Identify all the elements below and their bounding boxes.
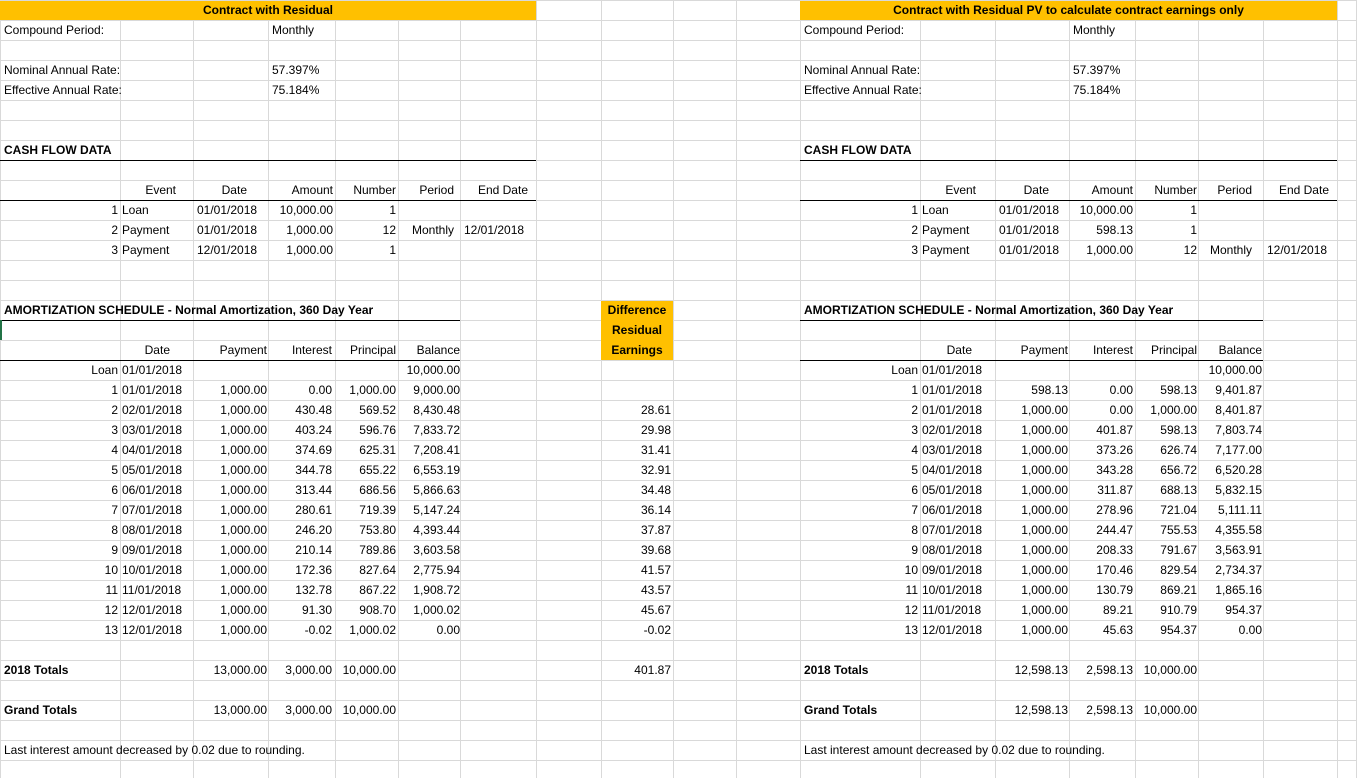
right-am-row-principal[interactable]: 598.13 <box>1160 423 1197 437</box>
left-am-row-date[interactable]: 08/01/2018 <box>122 523 183 537</box>
left-am-row-interest[interactable]: 430.48 <box>295 403 332 417</box>
right-am-row-number[interactable]: 11 <box>905 583 918 597</box>
left-am-row-interest[interactable]: 246.20 <box>295 523 332 537</box>
left-am-row-payment[interactable]: 1,000.00 <box>220 483 267 497</box>
right-loan-date[interactable]: 01/01/2018 <box>922 363 983 377</box>
right-am-row-interest[interactable]: 373.26 <box>1096 443 1133 457</box>
right-am-row-balance[interactable]: 4,355.58 <box>1215 523 1262 537</box>
table-border <box>0 160 536 161</box>
left-am-row-payment[interactable]: 1,000.00 <box>220 443 267 457</box>
left-am-row-principal[interactable]: 719.39 <box>359 503 396 517</box>
left-am-row-balance[interactable]: 9,000.00 <box>413 383 460 397</box>
right-cf-row-date[interactable]: 01/01/2018 <box>999 203 1060 217</box>
left-am-row-interest[interactable]: 313.44 <box>295 483 332 497</box>
left-am-row-payment[interactable]: 1,000.00 <box>220 623 267 637</box>
left-am-row-date[interactable]: 11/01/2018 <box>122 583 182 597</box>
right-am-row-number[interactable]: 6 <box>911 483 918 497</box>
right-compound-label[interactable]: Compound Period: <box>804 23 905 37</box>
right-am-row-principal[interactable]: 869.21 <box>1160 583 1197 597</box>
left-am-row-interest[interactable]: 172.36 <box>295 563 332 577</box>
left-am-row-number[interactable]: 5 <box>111 463 118 477</box>
right-am-row-date[interactable]: 07/01/2018 <box>922 523 983 537</box>
left-totals-2018-label[interactable]: 2018 Totals <box>4 663 69 677</box>
left-am-row-date[interactable]: 12/01/2018 <box>122 603 183 617</box>
difference-value[interactable]: -0.02 <box>643 623 671 637</box>
difference-value[interactable]: 41.57 <box>640 563 671 577</box>
left-am-row-date[interactable]: 03/01/2018 <box>122 423 183 437</box>
left-cf-row-count[interactable]: 12 <box>382 223 396 237</box>
right-am-row-date[interactable]: 12/01/2018 <box>922 623 983 637</box>
right-am-row-date[interactable]: 10/01/2018 <box>922 583 983 597</box>
right-am-row-principal[interactable]: 829.54 <box>1160 563 1197 577</box>
right-am-row-interest[interactable]: 89.21 <box>1102 603 1133 617</box>
left-am-header-principal[interactable]: Principal <box>349 343 396 357</box>
left-cf-row-period[interactable] <box>398 240 454 260</box>
left-am-row-payment[interactable]: 1,000.00 <box>220 403 267 417</box>
difference-header[interactable]: Earnings <box>611 343 663 357</box>
left-am-row-date[interactable]: 02/01/2018 <box>122 403 183 417</box>
right-am-row-principal[interactable]: 791.67 <box>1160 543 1197 557</box>
right-am-row-date[interactable]: 05/01/2018 <box>922 483 983 497</box>
right-am-row-number[interactable]: 7 <box>911 503 918 517</box>
right-am-row-balance[interactable]: 9,401.87 <box>1215 383 1262 397</box>
right-am-row-interest[interactable]: 311.87 <box>1097 483 1133 497</box>
right-cf-row-count[interactable]: 1 <box>1190 223 1197 237</box>
difference-value[interactable]: 28.61 <box>640 403 671 417</box>
right-am-header-balance[interactable]: Balance <box>1218 343 1262 357</box>
grid-column-line <box>673 0 674 778</box>
left-cf-row-date[interactable]: 01/01/2018 <box>197 203 258 217</box>
right-am-row-principal[interactable]: 626.74 <box>1160 443 1197 457</box>
left-totals-2018-interest[interactable]: 3,000.00 <box>285 663 332 677</box>
right-cf-row-count[interactable]: 12 <box>1183 243 1197 257</box>
right-am-header-date[interactable]: Date <box>946 343 972 357</box>
right-cf-row-period[interactable] <box>1198 220 1252 240</box>
right-am-row-balance[interactable]: 8,401.87 <box>1215 403 1262 417</box>
right-am-row-payment[interactable]: 1,000.00 <box>1021 503 1068 517</box>
cell-selection-indicator <box>0 320 2 340</box>
difference-value[interactable]: 39.68 <box>640 543 671 557</box>
left-totals-2018-principal[interactable]: 10,000.00 <box>342 663 396 677</box>
left-am-header-payment[interactable]: Payment <box>219 343 267 357</box>
right-title[interactable]: Contract with Residual PV to calculate contract earnings only <box>893 3 1244 17</box>
left-am-row-balance[interactable]: 2,775.94 <box>413 563 460 577</box>
left-effective-value[interactable]: 75.184% <box>272 83 320 97</box>
left-am-row-date[interactable]: 09/01/2018 <box>122 543 183 557</box>
left-cf-row-event[interactable]: Loan <box>122 203 149 217</box>
right-cf-row-amount[interactable]: 10,000.00 <box>1079 203 1133 217</box>
right-am-row-payment[interactable]: 1,000.00 <box>1021 583 1068 597</box>
left-title[interactable]: Contract with Residual <box>202 3 333 17</box>
left-rounding-note[interactable]: Last interest amount decreased by 0.02 due to rounding. <box>4 743 305 757</box>
right-am-row-payment[interactable]: 1,000.00 <box>1021 623 1068 637</box>
left-am-row-balance[interactable]: 7,833.72 <box>413 423 460 437</box>
left-am-row-principal[interactable]: 569.52 <box>359 403 396 417</box>
left-am-row-date[interactable]: 04/01/2018 <box>122 443 183 457</box>
difference-value[interactable]: 37.87 <box>640 523 671 537</box>
left-am-row-payment[interactable]: 1,000.00 <box>220 563 267 577</box>
right-am-row-interest[interactable]: 343.28 <box>1096 463 1133 477</box>
left-cf-header-amount[interactable]: Amount <box>291 183 333 197</box>
right-totals-2018-label[interactable]: 2018 Totals <box>804 663 869 677</box>
right-am-row-balance[interactable]: 2,734.37 <box>1215 563 1262 577</box>
right-am-row-date[interactable]: 09/01/2018 <box>922 563 983 577</box>
right-am-row-balance[interactable]: 954.37 <box>1225 603 1262 617</box>
right-cf-header-event[interactable]: Event <box>945 183 976 197</box>
right-cf-row-period[interactable] <box>1198 200 1252 220</box>
difference-header[interactable]: Residual <box>611 323 662 337</box>
right-am-row-interest[interactable]: 208.33 <box>1096 543 1133 557</box>
right-am-row-date[interactable]: 08/01/2018 <box>922 543 983 557</box>
right-am-row-interest[interactable]: 244.47 <box>1096 523 1133 537</box>
right-cf-row-count[interactable]: 1 <box>1190 203 1197 217</box>
left-am-row-interest[interactable]: 280.61 <box>295 503 332 517</box>
left-am-row-principal[interactable]: 1,000.00 <box>349 383 396 397</box>
right-am-row-balance[interactable]: 3,563.91 <box>1215 543 1262 557</box>
right-rounding-note[interactable]: Last interest amount decreased by 0.02 due to rounding. <box>804 743 1105 757</box>
left-am-row-date[interactable]: 10/01/2018 <box>122 563 183 577</box>
left-grand-totals-label[interactable]: Grand Totals <box>4 703 78 717</box>
right-cf-row-number[interactable]: 1 <box>911 203 918 217</box>
left-am-row-date[interactable]: 06/01/2018 <box>122 483 183 497</box>
left-am-row-payment[interactable]: 1,000.00 <box>220 463 267 477</box>
right-am-row-interest[interactable]: 401.87 <box>1096 423 1133 437</box>
left-cf-row-count[interactable]: 1 <box>389 243 396 257</box>
left-am-row-payment[interactable]: 1,000.00 <box>220 383 267 397</box>
left-compound-value[interactable]: Monthly <box>272 23 315 37</box>
left-am-row-number[interactable]: 13 <box>104 623 118 637</box>
left-am-row-payment[interactable]: 1,000.00 <box>220 523 267 537</box>
left-am-row-interest[interactable]: 210.14 <box>295 543 332 557</box>
difference-value[interactable]: 45.67 <box>640 603 671 617</box>
difference-value[interactable]: 31.41 <box>640 443 671 457</box>
left-am-row-principal[interactable]: 625.31 <box>359 443 396 457</box>
right-cf-row-amount[interactable]: 1,000.00 <box>1086 243 1133 257</box>
grid-column-line <box>736 0 737 778</box>
left-cf-row-amount[interactable]: 1,000.00 <box>286 243 333 257</box>
right-am-row-principal[interactable]: 721.04 <box>1160 503 1197 517</box>
right-cf-header-end-date[interactable]: End Date <box>1278 183 1329 197</box>
left-am-header-interest[interactable]: Interest <box>291 343 332 357</box>
left-am-row-principal[interactable]: 908.70 <box>359 603 396 617</box>
left-nominal-label[interactable]: Nominal Annual Rate: <box>4 63 121 77</box>
left-am-row-balance[interactable]: 3,603.58 <box>413 543 460 557</box>
left-am-row-number[interactable]: 8 <box>111 523 118 537</box>
left-cf-row-date[interactable]: 01/01/2018 <box>197 223 258 237</box>
difference-total[interactable]: 401.87 <box>634 663 671 677</box>
difference-value[interactable]: 36.14 <box>640 503 671 517</box>
left-am-row-interest[interactable]: 344.78 <box>295 463 332 477</box>
right-cf-row-end-date[interactable] <box>1267 220 1347 240</box>
right-am-row-interest[interactable]: 0.00 <box>1109 403 1133 417</box>
right-am-row-principal[interactable]: 755.53 <box>1160 523 1197 537</box>
right-cashflow-title[interactable]: CASH FLOW DATA <box>804 143 912 157</box>
left-am-row-payment[interactable]: 1,000.00 <box>220 543 267 557</box>
left-am-row-date[interactable]: 07/01/2018 <box>122 503 183 517</box>
left-am-row-principal[interactable]: 655.22 <box>359 463 396 477</box>
right-am-row-principal[interactable]: 656.72 <box>1160 463 1197 477</box>
left-cashflow-title[interactable]: CASH FLOW DATA <box>4 143 112 157</box>
right-am-row-principal[interactable]: 1,000.00 <box>1150 403 1197 417</box>
left-cf-row-event[interactable]: Payment <box>122 223 170 237</box>
left-am-row-balance[interactable]: 8,430.48 <box>413 403 460 417</box>
right-grand-totals-label[interactable]: Grand Totals <box>804 703 878 717</box>
right-cf-row-number[interactable]: 2 <box>911 223 918 237</box>
grid-column-line <box>1263 0 1264 778</box>
left-grand-totals-principal[interactable]: 10,000.00 <box>342 703 396 717</box>
right-am-header-payment[interactable]: Payment <box>1020 343 1068 357</box>
left-cf-header-period[interactable]: Period <box>419 183 454 197</box>
left-am-header-balance[interactable]: Balance <box>416 343 460 357</box>
left-nominal-value[interactable]: 57.397% <box>272 63 320 77</box>
left-am-row-principal[interactable]: 686.56 <box>359 483 396 497</box>
right-compound-value[interactable]: Monthly <box>1073 23 1116 37</box>
right-am-row-balance[interactable]: 5,111.11 <box>1217 503 1262 517</box>
right-nominal-value[interactable]: 57.397% <box>1073 63 1121 77</box>
right-am-row-number[interactable]: 12 <box>904 603 918 617</box>
right-cf-row-end-date[interactable] <box>1267 200 1347 220</box>
left-am-row-number[interactable]: 11 <box>105 583 118 597</box>
right-cf-header-amount[interactable]: Amount <box>1091 183 1133 197</box>
left-loan-label[interactable]: Loan <box>91 363 118 377</box>
right-am-row-date[interactable]: 11/01/2018 <box>922 603 982 617</box>
right-am-row-payment[interactable]: 1,000.00 <box>1021 463 1068 477</box>
difference-value[interactable]: 43.57 <box>640 583 671 597</box>
left-am-row-number[interactable]: 12 <box>104 603 118 617</box>
right-am-row-number[interactable]: 10 <box>904 563 918 577</box>
right-am-row-number[interactable]: 1 <box>911 383 918 397</box>
right-am-row-number[interactable]: 2 <box>911 403 918 417</box>
right-am-row-number[interactable]: 8 <box>911 523 918 537</box>
left-cf-row-number[interactable]: 1 <box>111 203 118 217</box>
left-cf-row-end-date[interactable] <box>464 240 544 260</box>
left-am-row-principal[interactable]: 596.76 <box>359 423 396 437</box>
left-am-row-balance[interactable]: 5,147.24 <box>413 503 460 517</box>
left-am-row-interest[interactable]: 403.24 <box>295 423 332 437</box>
left-cf-row-event[interactable]: Payment <box>122 243 170 257</box>
right-effective-value[interactable]: 75.184% <box>1073 83 1121 97</box>
left-am-row-number[interactable]: 7 <box>111 503 118 517</box>
left-cf-header-number[interactable]: Number <box>353 183 396 197</box>
difference-value[interactable]: 34.48 <box>640 483 671 497</box>
right-am-row-number[interactable]: 9 <box>911 543 918 557</box>
right-cf-row-end-date[interactable]: 12/01/2018 <box>1267 243 1328 257</box>
left-am-row-number[interactable]: 3 <box>111 423 118 437</box>
right-loan-balance[interactable]: 10,000.00 <box>1208 363 1262 377</box>
right-cf-row-date[interactable]: 01/01/2018 <box>999 243 1060 257</box>
left-am-row-balance[interactable]: 1,000.02 <box>413 603 460 617</box>
left-am-row-principal[interactable]: 827.64 <box>359 563 396 577</box>
right-am-row-date[interactable]: 01/01/2018 <box>922 383 983 397</box>
left-am-row-payment[interactable]: 1,000.00 <box>220 423 267 437</box>
right-am-row-date[interactable]: 03/01/2018 <box>922 443 983 457</box>
left-am-row-payment[interactable]: 1,000.00 <box>220 583 267 597</box>
right-am-row-principal[interactable]: 910.79 <box>1160 603 1197 617</box>
right-am-row-interest[interactable]: 130.79 <box>1096 583 1133 597</box>
right-am-row-payment[interactable]: 1,000.00 <box>1021 403 1068 417</box>
left-cf-row-amount[interactable]: 1,000.00 <box>286 223 333 237</box>
right-am-row-payment[interactable]: 1,000.00 <box>1021 563 1068 577</box>
left-am-row-payment[interactable]: 1,000.00 <box>220 503 267 517</box>
left-am-row-date[interactable]: 05/01/2018 <box>122 463 183 477</box>
left-cf-row-end-date[interactable] <box>464 200 544 220</box>
left-am-row-number[interactable]: 6 <box>111 483 118 497</box>
right-am-row-balance[interactable]: 6,520.28 <box>1215 463 1262 477</box>
left-am-row-balance[interactable]: 5,866.63 <box>413 483 460 497</box>
left-am-header-date[interactable]: Date <box>144 343 170 357</box>
right-am-row-balance[interactable]: 7,803.74 <box>1215 423 1262 437</box>
grid-column-line <box>1337 0 1338 778</box>
left-cf-row-date[interactable]: 12/01/2018 <box>197 243 258 257</box>
right-totals-2018-payment[interactable]: 12,598.13 <box>1014 663 1068 677</box>
table-border <box>800 160 1337 161</box>
left-cf-row-count[interactable]: 1 <box>389 203 396 217</box>
right-am-row-payment[interactable]: 1,000.00 <box>1021 443 1068 457</box>
right-am-row-interest[interactable]: 278.96 <box>1096 503 1133 517</box>
left-amort-title[interactable]: AMORTIZATION SCHEDULE - Normal Amortization, 360 Day Year <box>4 303 374 317</box>
left-am-row-interest[interactable]: 91.30 <box>301 603 332 617</box>
left-effective-label[interactable]: Effective Annual Rate: <box>4 83 122 97</box>
left-am-row-payment[interactable]: 1,000.00 <box>220 603 267 617</box>
right-cf-row-amount[interactable]: 598.13 <box>1096 223 1133 237</box>
left-am-row-number[interactable]: 4 <box>111 443 118 457</box>
right-amort-title[interactable]: AMORTIZATION SCHEDULE - Normal Amortization, 360 Day Year <box>804 303 1174 317</box>
right-am-row-payment[interactable]: 1,000.00 <box>1021 423 1068 437</box>
right-am-row-balance[interactable]: 7,177.00 <box>1215 443 1262 457</box>
right-am-row-payment[interactable]: 1,000.00 <box>1021 543 1068 557</box>
right-am-row-balance[interactable]: 0.00 <box>1238 623 1262 637</box>
right-cf-row-event[interactable]: Payment <box>922 243 970 257</box>
left-am-row-principal[interactable]: 1,000.02 <box>349 623 396 637</box>
right-cf-row-period[interactable]: Monthly <box>1209 243 1252 257</box>
left-am-row-interest[interactable]: 0.00 <box>308 383 332 397</box>
left-am-row-principal[interactable]: 753.80 <box>359 523 396 537</box>
left-am-row-interest[interactable]: -0.02 <box>304 623 332 637</box>
right-cf-header-number[interactable]: Number <box>1154 183 1197 197</box>
left-am-row-date[interactable]: 12/01/2018 <box>122 623 183 637</box>
grid-column-line <box>536 0 537 778</box>
right-am-row-principal[interactable]: 954.37 <box>1160 623 1197 637</box>
left-am-row-balance[interactable]: 1,908.72 <box>413 583 460 597</box>
right-grand-totals-interest[interactable]: 2,598.13 <box>1086 703 1133 717</box>
left-am-row-interest[interactable]: 132.78 <box>295 583 332 597</box>
left-am-row-balance[interactable]: 4,393.44 <box>413 523 460 537</box>
difference-header[interactable]: Difference <box>607 303 667 317</box>
right-am-row-payment[interactable]: 598.13 <box>1031 383 1068 397</box>
right-totals-2018-principal[interactable]: 10,000.00 <box>1143 663 1197 677</box>
right-am-row-balance[interactable]: 5,832.15 <box>1215 483 1262 497</box>
right-grand-totals-payment[interactable]: 12,598.13 <box>1014 703 1068 717</box>
right-am-row-payment[interactable]: 1,000.00 <box>1021 523 1068 537</box>
right-am-header-principal[interactable]: Principal <box>1150 343 1197 357</box>
right-am-row-principal[interactable]: 688.13 <box>1160 483 1197 497</box>
right-am-row-date[interactable]: 02/01/2018 <box>922 423 983 437</box>
right-am-row-number[interactable]: 13 <box>904 623 918 637</box>
right-cf-row-number[interactable]: 3 <box>911 243 918 257</box>
grid-column-line <box>460 0 461 778</box>
left-compound-label[interactable]: Compound Period: <box>4 23 105 37</box>
left-am-row-number[interactable]: 2 <box>111 403 118 417</box>
right-am-row-number[interactable]: 4 <box>911 443 918 457</box>
left-cf-row-number[interactable]: 3 <box>111 243 118 257</box>
right-totals-2018-interest[interactable]: 2,598.13 <box>1086 663 1133 677</box>
right-cf-header-date[interactable]: Date <box>1023 183 1049 197</box>
right-am-row-principal[interactable]: 598.13 <box>1160 383 1197 397</box>
right-cf-row-date[interactable]: 01/01/2018 <box>999 223 1060 237</box>
left-loan-balance[interactable]: 10,000.00 <box>406 363 460 377</box>
right-am-row-interest[interactable]: 45.63 <box>1102 623 1133 637</box>
right-loan-label[interactable]: Loan <box>891 363 918 377</box>
right-cf-row-event[interactable]: Loan <box>922 203 949 217</box>
left-totals-2018-payment[interactable]: 13,000.00 <box>213 663 267 677</box>
right-am-row-date[interactable]: 06/01/2018 <box>922 503 983 517</box>
table-border <box>0 320 460 321</box>
right-am-row-payment[interactable]: 1,000.00 <box>1021 603 1068 617</box>
left-grand-totals-interest[interactable]: 3,000.00 <box>285 703 332 717</box>
left-am-row-balance[interactable]: 7,208.41 <box>413 443 460 457</box>
left-cf-row-amount[interactable]: 10,000.00 <box>279 203 333 217</box>
right-am-header-interest[interactable]: Interest <box>1092 343 1133 357</box>
right-am-row-number[interactable]: 5 <box>911 463 918 477</box>
right-am-row-interest[interactable]: 170.46 <box>1096 563 1133 577</box>
left-am-row-balance[interactable]: 0.00 <box>436 623 460 637</box>
table-border <box>800 320 1263 321</box>
left-cf-header-end-date[interactable]: End Date <box>477 183 528 197</box>
left-am-row-interest[interactable]: 374.69 <box>295 443 332 457</box>
left-am-row-number[interactable]: 9 <box>111 543 118 557</box>
right-cf-row-event[interactable]: Payment <box>922 223 970 237</box>
left-am-row-balance[interactable]: 6,553.19 <box>413 463 460 477</box>
left-am-row-principal[interactable]: 867.22 <box>359 583 396 597</box>
left-grand-totals-payment[interactable]: 13,000.00 <box>213 703 267 717</box>
right-cf-header-period[interactable]: Period <box>1217 183 1252 197</box>
left-loan-date[interactable]: 01/01/2018 <box>122 363 183 377</box>
left-cf-row-period[interactable]: Monthly <box>411 223 454 237</box>
left-cf-header-date[interactable]: Date <box>221 183 247 197</box>
left-am-row-principal[interactable]: 789.86 <box>359 543 396 557</box>
left-cf-row-period[interactable] <box>398 200 454 220</box>
left-cf-row-number[interactable]: 2 <box>111 223 118 237</box>
right-am-row-date[interactable]: 04/01/2018 <box>922 463 983 477</box>
right-effective-label[interactable]: Effective Annual Rate: <box>804 83 922 97</box>
left-cf-header-event[interactable]: Event <box>145 183 176 197</box>
right-am-row-date[interactable]: 01/01/2018 <box>922 403 983 417</box>
right-am-row-balance[interactable]: 1,865.16 <box>1215 583 1262 597</box>
left-am-row-date[interactable]: 01/01/2018 <box>122 383 183 397</box>
right-am-row-number[interactable]: 3 <box>911 423 918 437</box>
right-grand-totals-principal[interactable]: 10,000.00 <box>1143 703 1197 717</box>
right-am-row-interest[interactable]: 0.00 <box>1109 383 1133 397</box>
left-am-row-number[interactable]: 1 <box>111 383 118 397</box>
left-am-row-number[interactable]: 10 <box>104 563 118 577</box>
difference-value[interactable]: 29.98 <box>640 423 671 437</box>
right-am-row-payment[interactable]: 1,000.00 <box>1021 483 1068 497</box>
left-cf-row-end-date[interactable]: 12/01/2018 <box>464 223 525 237</box>
right-nominal-label[interactable]: Nominal Annual Rate: <box>804 63 921 77</box>
difference-value[interactable]: 32.91 <box>640 463 671 477</box>
